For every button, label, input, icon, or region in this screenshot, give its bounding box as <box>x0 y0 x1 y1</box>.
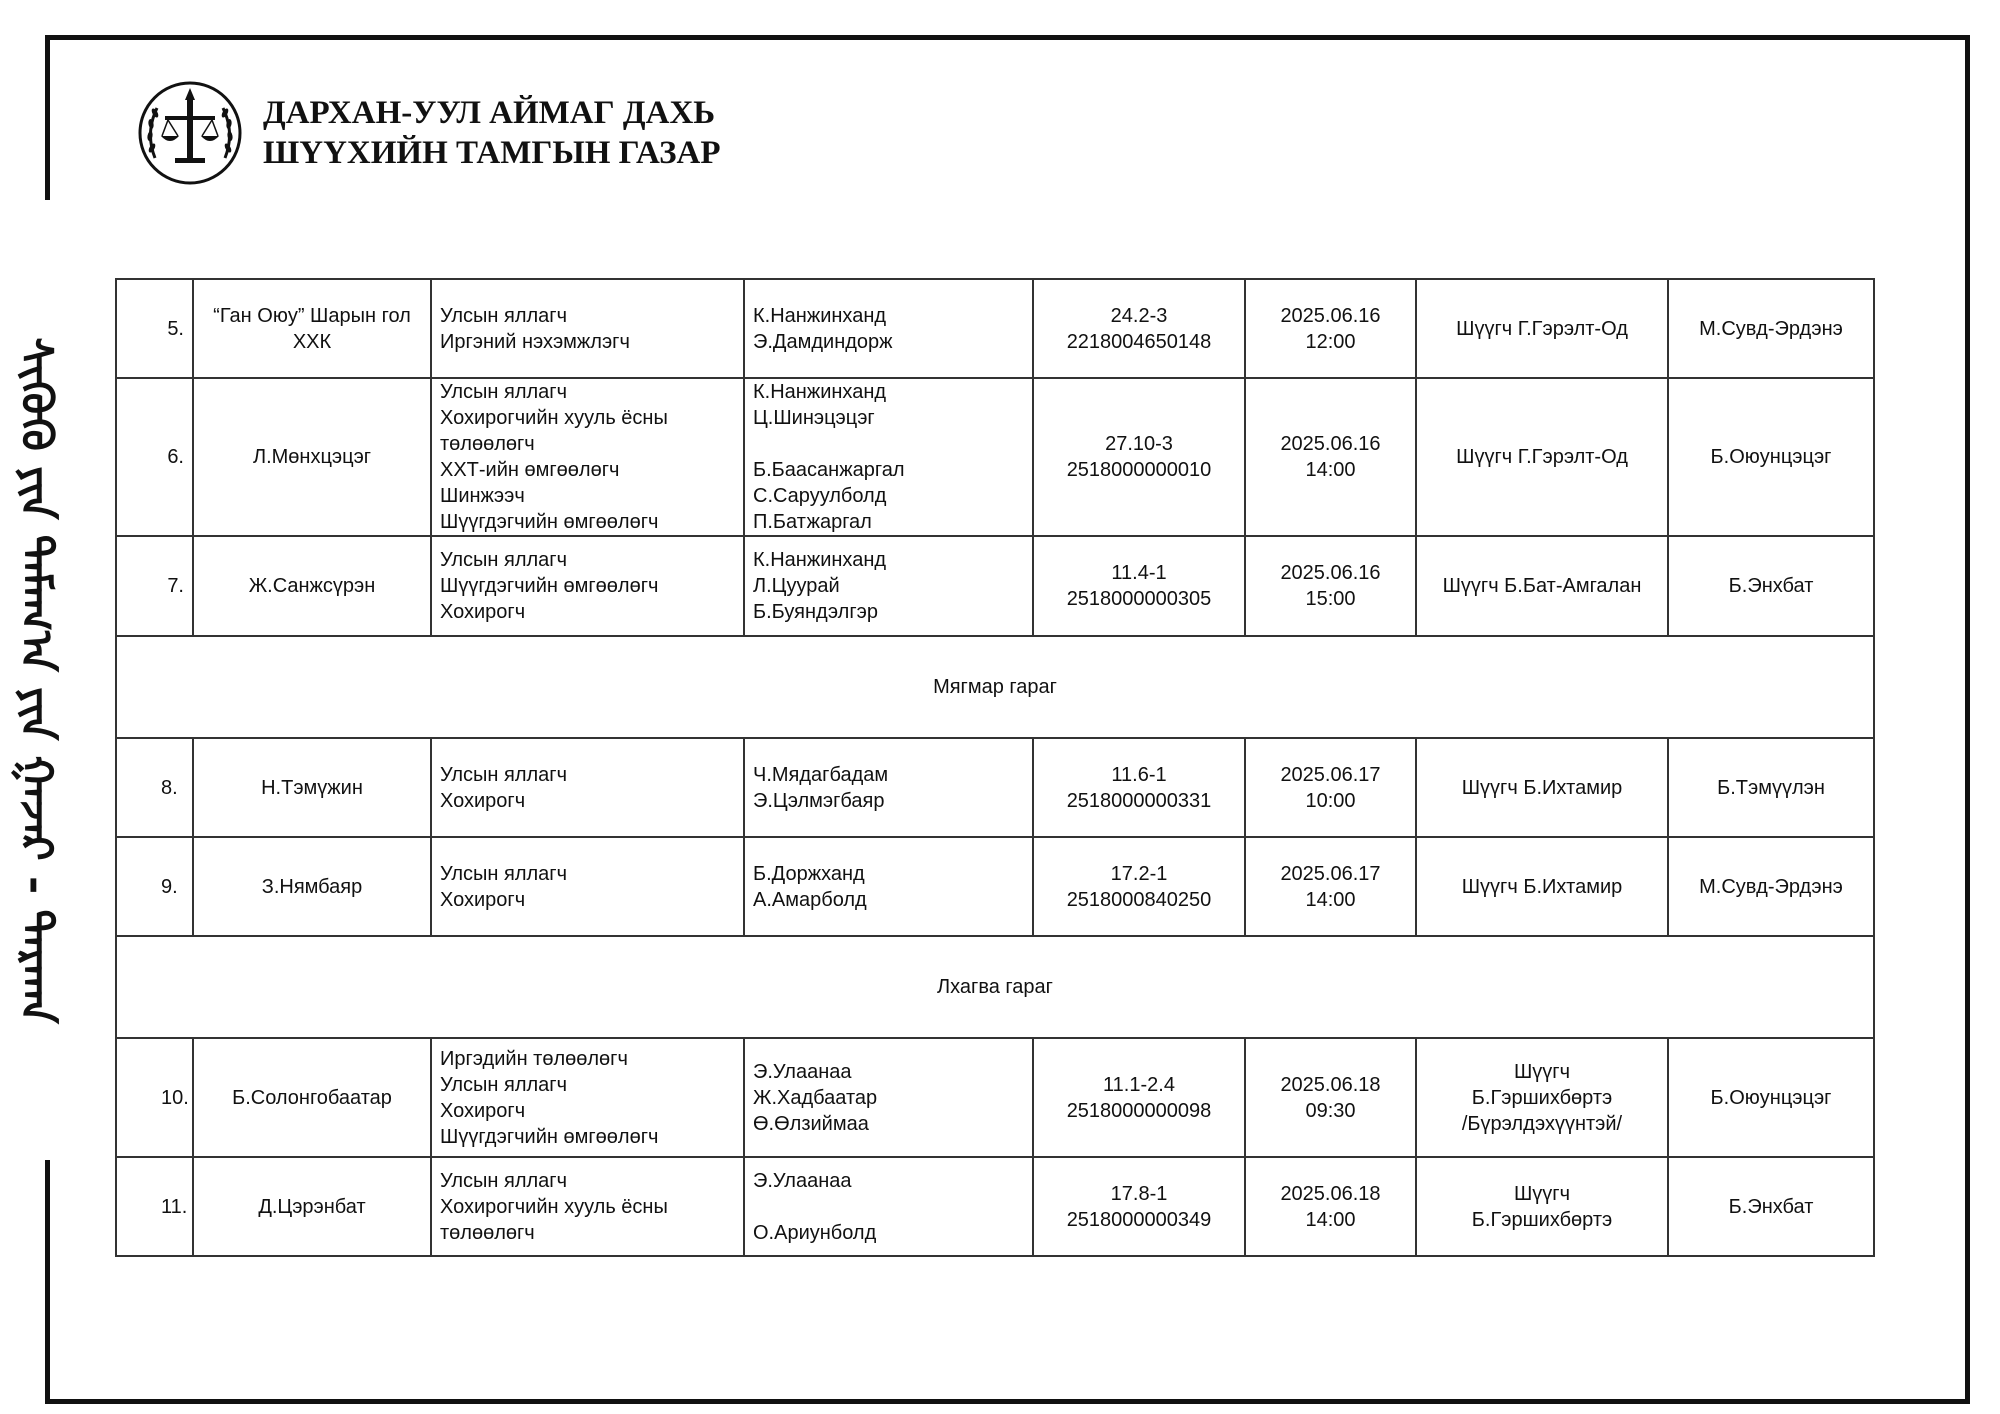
judge-name: Шүүгч Б.Ихтамир <box>1416 738 1668 837</box>
clerk-name: Б.Оюунцэцэг <box>1668 1038 1874 1157</box>
case-code: 27.10-3 2518000000010 <box>1033 378 1245 536</box>
row-number: 9. <box>116 837 193 936</box>
participant-names: Э.Улаанаа Ж.Хадбаатар Ө.Өлзиймаа <box>744 1038 1033 1157</box>
participant-roles: Улсын яллагч Хохирогчийн хууль ёсны төлөөлөгч ХХТ-ийн өмгөөлөгч Шинжээч Шүүгдэгчийн өмгөөлөгч <box>431 378 744 536</box>
case-code: 24.2-3 2218004650148 <box>1033 279 1245 378</box>
row-number: 5. <box>116 279 193 378</box>
day-divider-row <box>116 936 1874 1038</box>
defendant-name: Б.Солонгобаатар <box>193 1038 431 1157</box>
clerk-name: Б.Энхбат <box>1668 536 1874 636</box>
defendant-name: Ж.Санжсүрэн <box>193 536 431 636</box>
clerk-name: Б.Энхбат <box>1668 1157 1874 1256</box>
clerk-name: М.Сувд-Эрдэнэ <box>1668 279 1874 378</box>
hearing-datetime: 2025.06.18 09:30 <box>1245 1038 1416 1157</box>
hearing-datetime: 2025.06.16 14:00 <box>1245 378 1416 536</box>
row-number: 6. <box>116 378 193 536</box>
case-code: 11.6-1 2518000000331 <box>1033 738 1245 837</box>
organization-line-2: ШҮҮХИЙН ТАМГЫН ГАЗАР <box>263 135 721 171</box>
case-code: 11.4-1 2518000000305 <box>1033 536 1245 636</box>
day-divider-row <box>116 636 1874 738</box>
clerk-name: Б.Тэмүүлэн <box>1668 738 1874 837</box>
defendant-name: “Ган Оюу” Шарын гол ХХК <box>193 279 431 378</box>
judge-name: Шүүгч Г.Гэрэлт-Од <box>1416 378 1668 536</box>
table-row <box>116 738 1874 837</box>
participant-roles: Улсын яллагч Иргэний нэхэмжлэгч <box>431 279 744 378</box>
row-number: 10. <box>116 1038 193 1157</box>
participant-roles: Улсын яллагч Хохирогч <box>431 837 744 936</box>
organization-name <box>263 93 720 173</box>
row-number: 11. <box>116 1157 193 1256</box>
organization-line-1: ДАРХАН-УУЛ АЙМАГ ДАХЬ <box>263 95 716 131</box>
judge-name: Шүүгч Г.Гэрэлт-Од <box>1416 279 1668 378</box>
judge-name: Шүүгч Б.Гэршихбөртэ <box>1416 1157 1668 1256</box>
table-row <box>116 536 1874 636</box>
header <box>135 78 720 188</box>
table-row <box>116 279 1874 378</box>
court-emblem-icon <box>135 78 245 188</box>
table-row <box>116 1038 1874 1157</box>
judge-name: Шүүгч Б.Ихтамир <box>1416 837 1668 936</box>
hearing-schedule-table <box>115 278 1875 1257</box>
participant-names: К.Нанжинханд Л.Цуурай Б.Буяндэлгэр <box>744 536 1033 636</box>
judge-name: Шүүгч Б.Бат-Амгалан <box>1416 536 1668 636</box>
defendant-name: З.Нямбаяр <box>193 837 431 936</box>
clerk-name: Б.Оюунцэцэг <box>1668 378 1874 536</box>
defendant-name: Д.Цэрэнбат <box>193 1157 431 1256</box>
row-number: 8. <box>116 738 193 837</box>
row-number: 7. <box>116 536 193 636</box>
participant-roles: Улсын яллагч Хохирогч <box>431 738 744 837</box>
participant-roles: Улсын яллагч Хохирогчийн хууль ёсны төлөөлөгч <box>431 1157 744 1256</box>
table-row <box>116 378 1874 536</box>
case-code: 17.8-1 2518000000349 <box>1033 1157 1245 1256</box>
participant-names: Ч.Мядагбадам Э.Цэлмэгбаяр <box>744 738 1033 837</box>
defendant-name: Л.Мөнхцэцэг <box>193 378 431 536</box>
weekday-label: Мягмар гараг <box>116 636 1874 738</box>
table-row <box>116 837 1874 936</box>
clerk-name: М.Сувд-Эрдэнэ <box>1668 837 1874 936</box>
judge-name: Шүүгч Б.Гэршихбөртэ /Бүрэлдэхүүнтэй/ <box>1416 1038 1668 1157</box>
weekday-label: Лхагва гараг <box>116 936 1874 1038</box>
mongolian-script-text: ᠰᠢᠭᠦᠬᠦ ᠶᠢᠨ ᠲᠠᠮᠠᠭ᠎ᠠ ᠶᠢᠨ ᠭᠠᠵᠠᠷ - ᠳᠠᠷᠬᠠᠨ <box>11 336 63 1024</box>
hearing-datetime: 2025.06.17 14:00 <box>1245 837 1416 936</box>
participant-names: Э.Улаанаа О.Ариунболд <box>744 1157 1033 1256</box>
side-vertical-text <box>0 200 95 1160</box>
participant-names: К.Нанжинханд Э.Дамдиндорж <box>744 279 1033 378</box>
hearing-datetime: 2025.06.16 15:00 <box>1245 536 1416 636</box>
case-code: 17.2-1 2518000840250 <box>1033 837 1245 936</box>
participant-roles: Иргэдийн төлөөлөгч Улсын яллагч Хохирогч Шүүгдэгчийн өмгөөлөгч <box>431 1038 744 1157</box>
hearing-datetime: 2025.06.16 12:00 <box>1245 279 1416 378</box>
hearing-datetime: 2025.06.18 14:00 <box>1245 1157 1416 1256</box>
defendant-name: Н.Тэмүжин <box>193 738 431 837</box>
participant-roles: Улсын яллагч Шүүгдэгчийн өмгөөлөгч Хохирогч <box>431 536 744 636</box>
participant-names: К.Нанжинханд Ц.Шинэцэцэг Б.Баасанжаргал С.Саруулболд П.Батжаргал <box>744 378 1033 536</box>
participant-names: Б.Доржханд А.Амарболд <box>744 837 1033 936</box>
case-code: 11.1-2.4 2518000000098 <box>1033 1038 1245 1157</box>
hearing-datetime: 2025.06.17 10:00 <box>1245 738 1416 837</box>
table-row <box>116 1157 1874 1256</box>
